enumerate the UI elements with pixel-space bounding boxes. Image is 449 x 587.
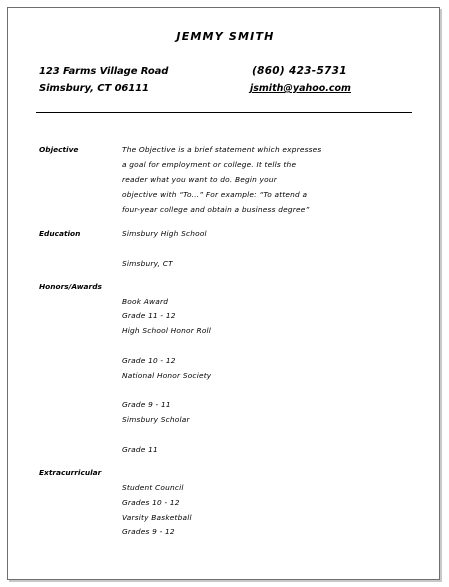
- address-line-1: 123 Farms Village Road: [39, 66, 169, 77]
- honors-line: Grade 11 - 12: [122, 311, 176, 320]
- applicant-name: JEMMY SMITH: [176, 30, 275, 43]
- education-line: Simsbury, CT: [122, 259, 173, 268]
- objective-line: objective with “To…” For example: “To attend a: [122, 190, 308, 199]
- email-address[interactable]: jsmith@yahoo.com: [250, 83, 351, 94]
- honors-line: Simsbury Scholar: [122, 415, 190, 424]
- extracurricular-line: Grades 10 - 12: [122, 498, 180, 507]
- extracurricular-line: Varsity Basketball: [122, 513, 192, 522]
- address-line-2: Simsbury, CT 06111: [39, 83, 149, 94]
- extracurricular-line: Student Council: [122, 483, 184, 492]
- phone-number: (860) 423-5731: [252, 65, 347, 77]
- extracurricular-line: Grades 9 - 12: [122, 527, 175, 536]
- resume-page: [7, 7, 440, 580]
- honors-line: National Honor Society: [122, 371, 212, 380]
- objective-line: The Objective is a brief statement which expresses: [122, 145, 322, 154]
- honors-line: Book Award: [122, 297, 169, 306]
- section-label-objective: Objective: [39, 145, 79, 154]
- honors-line: Grade 9 - 11: [122, 400, 171, 409]
- section-label-honors: Honors/Awards: [39, 282, 102, 291]
- section-label-extracurricular: Extracurricular: [39, 468, 102, 477]
- header-divider: [36, 112, 412, 113]
- objective-line: reader what you want to do. Begin your: [122, 175, 277, 184]
- objective-line: a goal for employment or college. It tells the: [122, 160, 297, 169]
- objective-line: four-year college and obtain a business degree”: [122, 205, 310, 214]
- honors-line: Grade 11: [122, 445, 158, 454]
- honors-line: High School Honor Roll: [122, 326, 212, 335]
- honors-line: Grade 10 - 12: [122, 356, 176, 365]
- education-line: Simsbury High School: [122, 229, 207, 238]
- section-label-education: Education: [39, 229, 81, 238]
